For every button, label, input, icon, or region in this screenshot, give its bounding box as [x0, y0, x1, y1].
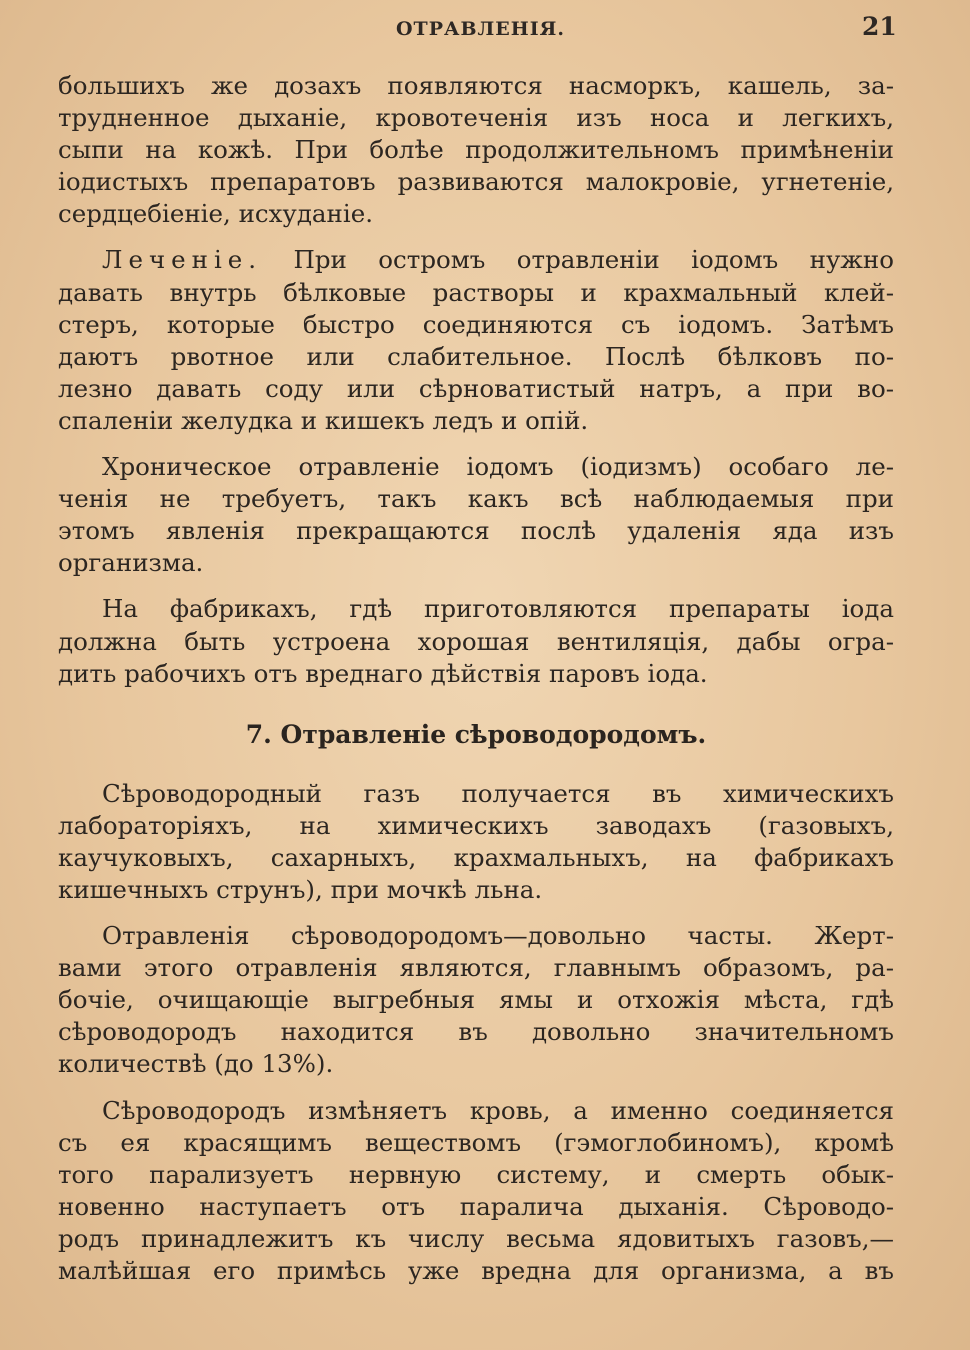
- paragraph-5: [58, 778, 894, 906]
- text-line: ченія не требуетъ, такъ какъ всѣ наблюдаемыя при: [58, 484, 894, 514]
- text-line: дить рабочихъ отъ вреднаго дѣйствія паровъ іода.: [58, 658, 708, 688]
- text-line: того парализуетъ нервную систему, и смерть обык-: [58, 1159, 894, 1189]
- text-line: кишечныхъ струнъ), при мочкѣ льна.: [58, 874, 543, 904]
- running-head: [0, 12, 970, 42]
- text-line: спаленіи желудка и кишекъ ледъ и опій.: [58, 405, 589, 435]
- text-line: сердцебіеніе, исхуданіе.: [58, 199, 373, 229]
- text-line: даютъ рвотное или слабительное. Послѣ бѣлковъ по-: [58, 341, 894, 371]
- text-line: вами этого отравленія являются, главнымъ образомъ, ра-: [58, 953, 894, 983]
- text-line: давать внутрь бѣлковые растворы и крахмальный клей-: [58, 277, 894, 307]
- paragraph-1: [58, 70, 894, 230]
- paragraph-treatment: [58, 244, 894, 437]
- text-line: лабораторіяхъ, на химическихъ заводахъ (газовыхъ,: [58, 810, 894, 840]
- text-line: должна быть устроена хорошая вентиляція, дабы огра-: [58, 626, 894, 656]
- text-line: съ ея красящимъ веществомъ (гэмоглобиномъ), кромѣ: [58, 1127, 894, 1157]
- text-line: стеръ, которые быстро соединяются съ іодомъ. Затѣмъ: [58, 309, 894, 339]
- paragraph-3: [58, 451, 894, 579]
- running-title: ОТРАВЛЕНІЯ.: [396, 18, 566, 40]
- text-line: организма.: [58, 548, 204, 578]
- text-line-with-lead: [58, 244, 894, 276]
- text-line: іодистыхъ препаратовъ развиваются малокровіе, угнетеніе,: [58, 167, 894, 197]
- paragraph-7: [58, 1095, 894, 1288]
- text-line: Отравленія сѣроводородомъ—довольно часты. Жерт-: [102, 921, 894, 951]
- body-text: [58, 70, 894, 1301]
- paragraph-6: [58, 920, 894, 1080]
- text-line: бочіе, очищающіе выгребныя ямы и отхожія мѣста, гдѣ: [58, 985, 894, 1015]
- spaced-lead-word: Леченіе.: [102, 245, 263, 275]
- text-line: лезно давать соду или сѣрноватистый натръ, а при во-: [58, 373, 894, 403]
- section-heading: 7. Отравленіе сѣроводородомъ.: [245, 719, 707, 749]
- text-line: сыпи на кожѣ. При болѣе продолжительномъ примѣненіи: [58, 135, 894, 165]
- text-line: На фабрикахъ, гдѣ приготовляются препараты іода: [102, 594, 894, 624]
- text-line: этомъ явленія прекращаются послѣ удаленія яда изъ: [58, 516, 894, 546]
- text-line: новенно наступаетъ отъ паралича дыханія. Сѣроводо-: [58, 1191, 894, 1221]
- paragraph-4: [58, 593, 894, 689]
- text-line: каучуковыхъ, сахарныхъ, крахмальныхъ, на фабрикахъ: [58, 842, 894, 872]
- text-line: сѣроводородъ находится въ довольно значительномъ: [58, 1017, 894, 1047]
- text-line: родъ принадлежитъ къ числу весьма ядовитыхъ газовъ,—: [58, 1223, 894, 1253]
- text-line: Сѣроводородъ измѣняетъ кровь, а именно соединяется: [102, 1095, 894, 1125]
- text-line: количествѣ (до 13%).: [58, 1049, 334, 1079]
- text-line-rest: При остромъ отравленіи іодомъ нужно: [262, 245, 894, 275]
- text-line: малѣйшая его примѣсь уже вредна для организма, а въ: [58, 1256, 894, 1285]
- text-line: трудненное дыханіе, кровотеченія изъ носа и легкихъ,: [58, 103, 894, 133]
- text-line: Хроническое отравленіе іодомъ (іодизмъ) особаго ле-: [102, 452, 894, 482]
- text-line: большихъ же дозахъ появляются насморкъ, кашель, за-: [58, 71, 894, 100]
- page-number: 21: [862, 12, 897, 41]
- text-line: Сѣроводородный газъ получается въ химическихъ: [102, 778, 894, 808]
